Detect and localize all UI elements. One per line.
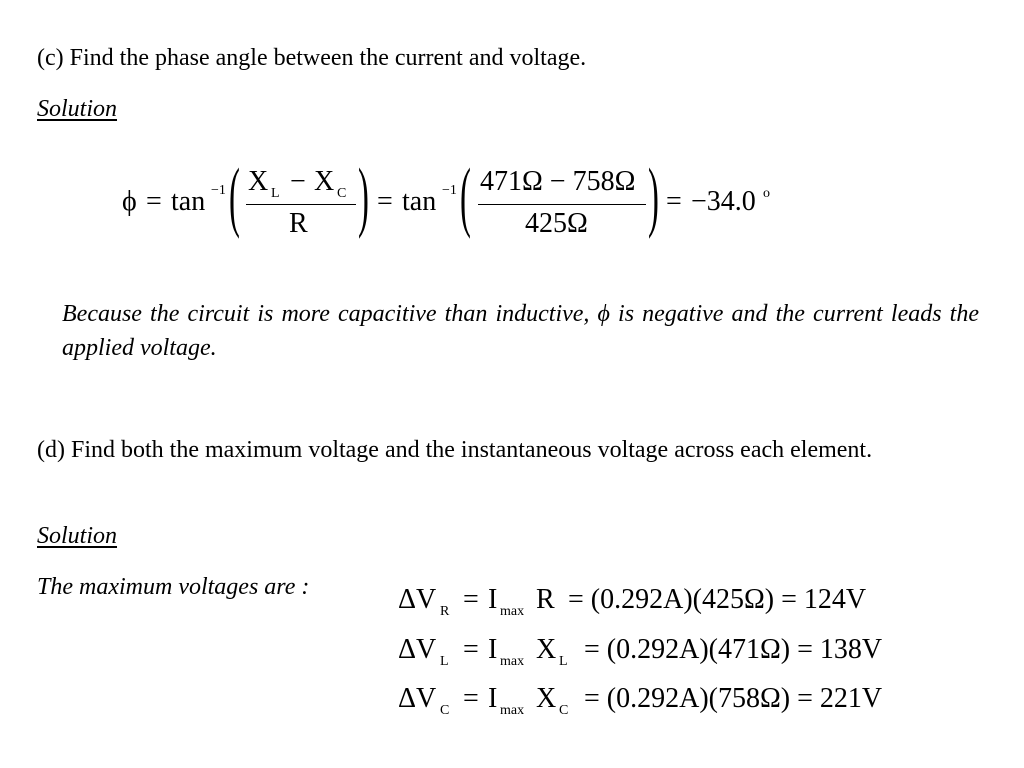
fraction-numerator-sub-l: L: [271, 186, 280, 201]
tan-function: tan: [171, 186, 206, 217]
equation-rhs: = (0.292A)(425Ω) = 124V: [568, 584, 867, 615]
element-symbol: R: [536, 584, 555, 615]
equals-sign: =: [463, 584, 479, 615]
delta-v: ΔV: [398, 584, 437, 615]
element-symbol: X: [536, 683, 557, 714]
left-paren: (: [229, 152, 240, 239]
equals-sign: =: [377, 186, 393, 217]
element-symbol: X: [536, 634, 557, 665]
fraction-numerator-x: X: [248, 166, 269, 197]
max-sub: max: [500, 604, 525, 619]
fraction-bar: [246, 204, 356, 205]
left-paren: (: [460, 152, 471, 239]
equation-rhs: = (0.292A)(471Ω) = 138V: [584, 634, 883, 665]
fraction-numerator: 471Ω − 758Ω: [480, 166, 636, 197]
part-d-solution-label: Solution: [37, 523, 118, 549]
equals-sign: =: [463, 634, 479, 665]
inverse-exponent: −1: [442, 183, 457, 198]
equals-sign: =: [463, 683, 479, 714]
equals-sign: =: [666, 186, 682, 217]
explanation-text: Because the circuit is more capacitive than inductive, ϕ is negative and the current leads the applied voltage.: [62, 301, 979, 361]
degree-symbol: o: [763, 186, 770, 201]
fraction-numerator-sub-c: C: [337, 186, 347, 201]
current-symbol: I: [488, 683, 498, 714]
phi-symbol: ϕ: [122, 186, 137, 217]
part-d-question: (d) Find both the maximum voltage and the instantaneous voltage across each element.: [37, 437, 873, 463]
equals-sign: =: [146, 186, 162, 217]
inverse-exponent: −1: [211, 183, 226, 198]
delta-v-sub: C: [440, 703, 450, 718]
delta-v-sub: L: [440, 654, 449, 669]
delta-v-sub: R: [440, 604, 450, 619]
result-value: −34.0: [691, 186, 756, 217]
fraction-numerator-x2: X: [314, 166, 335, 197]
fraction-denominator: R: [289, 208, 308, 239]
delta-v: ΔV: [398, 634, 437, 665]
right-paren: ): [648, 152, 659, 239]
part-c-solution-label: Solution: [37, 96, 118, 122]
current-symbol: I: [488, 634, 498, 665]
delta-v: ΔV: [398, 683, 437, 714]
element-sub: L: [559, 654, 568, 669]
element-sub: C: [559, 703, 569, 718]
fraction-bar: [478, 204, 646, 205]
equation-rhs: = (0.292A)(758Ω) = 221V: [584, 683, 883, 714]
right-paren: ): [358, 152, 369, 239]
max-sub: max: [500, 703, 525, 718]
fraction-denominator: 425Ω: [525, 208, 588, 239]
part-c-question: (c) Find the phase angle between the current and voltage.: [37, 45, 587, 71]
fraction-numerator-minus: −: [290, 166, 306, 197]
tan-function: tan: [402, 186, 437, 217]
current-symbol: I: [488, 584, 498, 615]
max-sub: max: [500, 654, 525, 669]
max-voltages-intro: The maximum voltages are :: [37, 574, 310, 600]
